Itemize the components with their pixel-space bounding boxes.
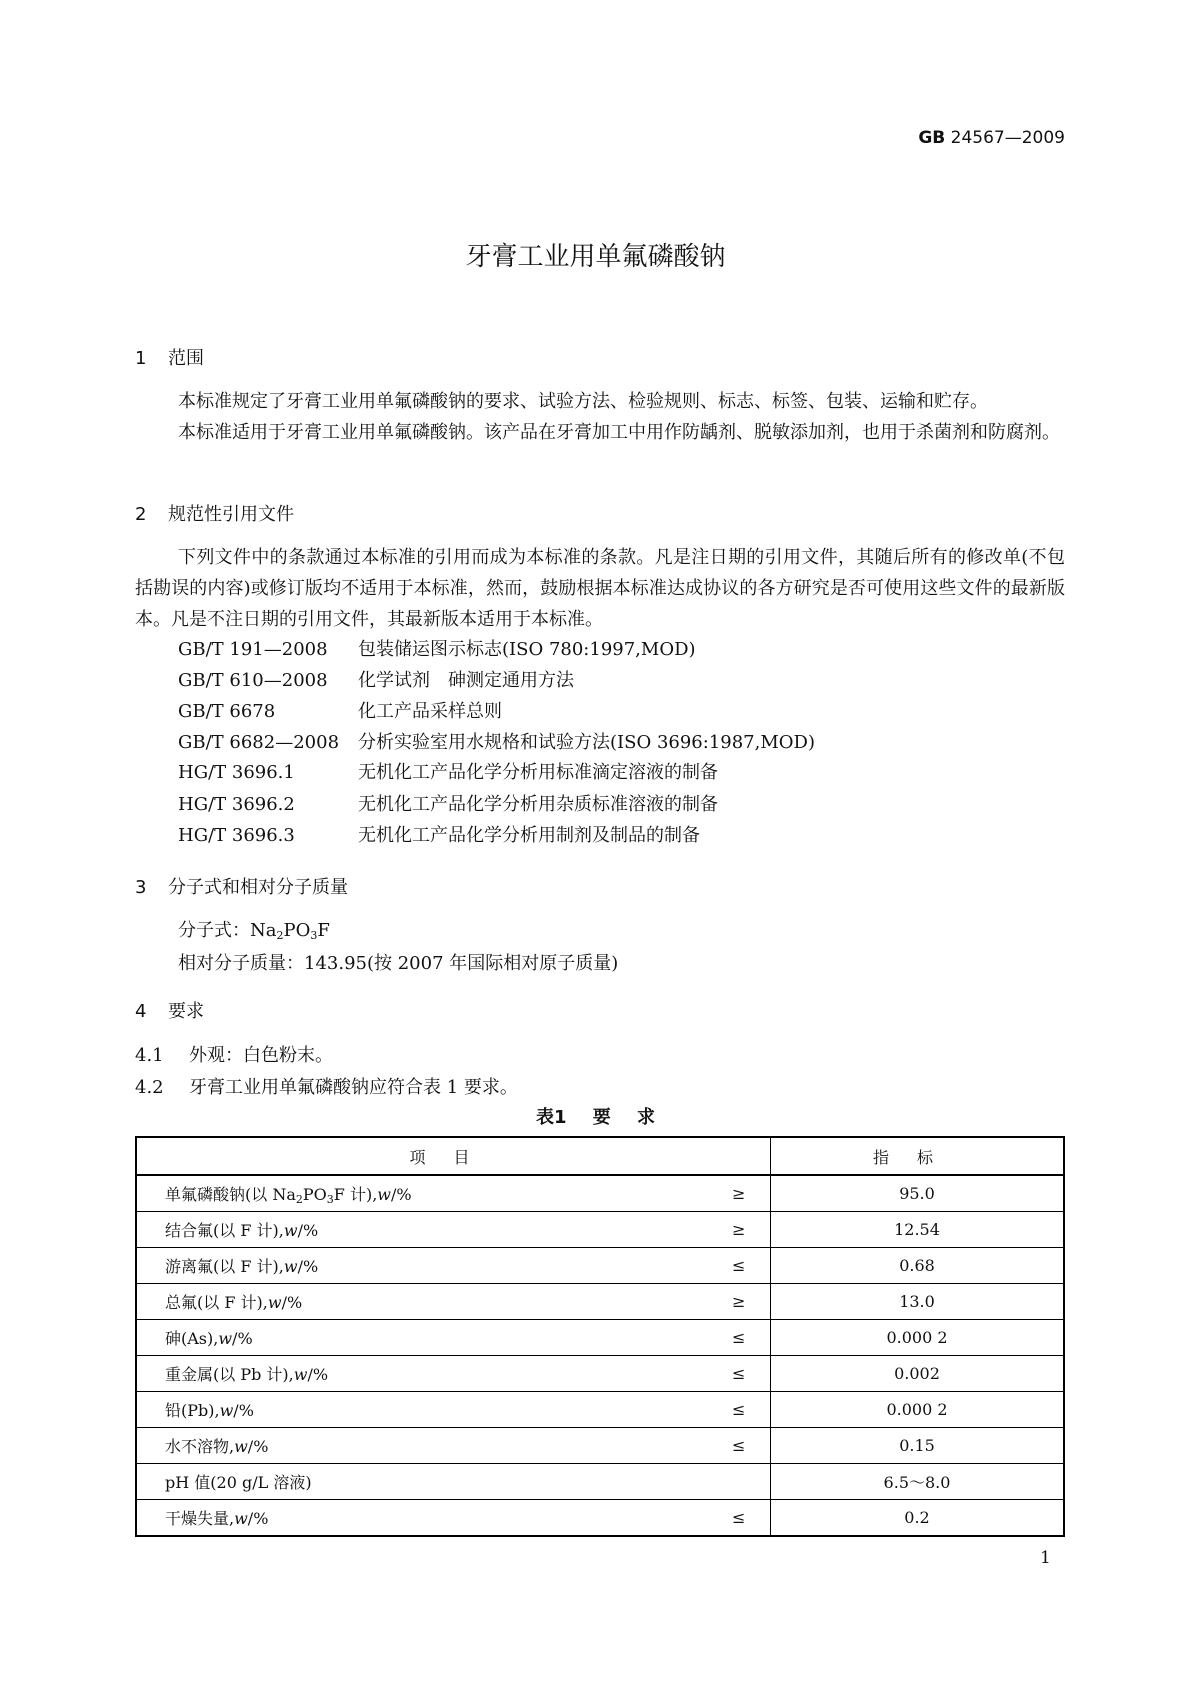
table-row xyxy=(136,1284,1064,1320)
page-number: 1 xyxy=(1040,1548,1051,1568)
section-number: 3 xyxy=(135,877,147,898)
unit: /% xyxy=(307,1365,329,1384)
section-title: 范围 xyxy=(168,348,204,369)
reference-title: 无机化工产品化学分析用制剂及制品的制备 xyxy=(358,825,700,846)
section-1-para-1: 本标准规定了牙膏工业用单氟磷酸钠的要求、试验方法、检验规则、标志、标签、包装、运输和贮存。 xyxy=(178,391,988,412)
mass-fraction-symbol: w xyxy=(218,1329,233,1348)
item-text: 结合氟(以 F 计), xyxy=(165,1221,284,1240)
item-text: 干燥失量, xyxy=(165,1509,235,1528)
reference-code: HG/T 3696.2 xyxy=(178,794,295,815)
item-cell xyxy=(136,1500,771,1537)
relation-symbol: ≤ xyxy=(732,1328,746,1347)
relation-symbol: ≤ xyxy=(732,1256,746,1275)
formula-part: Na xyxy=(250,920,277,941)
item-cell xyxy=(136,1464,771,1500)
unit: /% xyxy=(297,1221,319,1240)
relation-symbol: ≤ xyxy=(732,1508,746,1527)
header-item: 项目 xyxy=(136,1137,771,1175)
reference-item xyxy=(178,728,815,754)
section-2-para-1: 下列文件中的条款通过本标准的引用而成为本标准的条款。凡是注日期的引用文件，其随后所有的修改单(不包括勘误的内容)或修订版均不适用于本标准，然而，鼓励根据本标准达成协议的各方研究是否可使用这些文件的最新版本。凡是不注日期的引用文件，其最新版本适用于本标准。 xyxy=(135,547,1065,630)
value-cell: 95.0 xyxy=(771,1175,1065,1212)
item-text: 铅(Pb), xyxy=(165,1401,220,1420)
formula-sub: 3 xyxy=(310,929,318,942)
table-row xyxy=(136,1464,1064,1500)
item-cell xyxy=(136,1212,771,1248)
reference-code: HG/T 3696.3 xyxy=(178,825,295,846)
mass-fraction-symbol: w xyxy=(267,1293,282,1312)
mass-fraction-symbol: w xyxy=(234,1509,248,1528)
unit: /% xyxy=(391,1184,412,1204)
relation-symbol: ≥ xyxy=(732,1184,746,1203)
relation-symbol: ≥ xyxy=(732,1220,746,1239)
item-cell xyxy=(136,1248,771,1284)
table-row xyxy=(136,1248,1064,1284)
value-cell: 6.5～8.0 xyxy=(771,1464,1065,1500)
unit: /% xyxy=(247,1509,269,1528)
section-title: 分子式和相对分子质量 xyxy=(168,877,348,898)
item-cell xyxy=(136,1284,771,1320)
document-title: 牙膏工业用单氟磷酸钠 xyxy=(465,242,726,272)
reference-title: 分析实验室用水规格和试验方法(ISO 3696:1987,MOD) xyxy=(358,732,815,753)
reference-item xyxy=(178,635,696,661)
header-value: 指标 xyxy=(771,1137,1065,1175)
value-cell: 12.54 xyxy=(771,1212,1065,1248)
relation-symbol: ≤ xyxy=(732,1436,746,1455)
molecular-mass: 相对分子质量：143.95(按 2007 年国际相对原子质量) xyxy=(178,953,619,974)
item-text: 水不溶物, xyxy=(165,1437,235,1456)
clause-text: 外观：白色粉末。 xyxy=(189,1045,333,1066)
item-text: 游离氟(以 F 计), xyxy=(165,1257,284,1276)
reference-code: GB/T 191—2008 xyxy=(178,639,328,660)
value-cell: 0.002 xyxy=(771,1356,1065,1392)
sub: 3 xyxy=(326,1192,334,1206)
section-2-heading xyxy=(135,500,294,526)
item-cell xyxy=(136,1175,771,1212)
table-row xyxy=(136,1500,1064,1537)
clause-number: 4.2 xyxy=(135,1077,164,1098)
formula-sub: 2 xyxy=(276,929,284,942)
value-cell: 0.68 xyxy=(771,1248,1065,1284)
relation-symbol: ≥ xyxy=(732,1292,746,1311)
item-text: PO xyxy=(302,1184,327,1204)
section-4-heading xyxy=(135,997,204,1023)
value-cell: 0.000 2 xyxy=(771,1392,1065,1428)
table-row xyxy=(136,1392,1064,1428)
reference-title: 无机化工产品化学分析用标准滴定溶液的制备 xyxy=(358,762,718,783)
item-cell xyxy=(136,1428,771,1464)
reference-code: HG/T 3696.1 xyxy=(178,762,295,783)
section-title: 规范性引用文件 xyxy=(168,504,294,525)
unit: /% xyxy=(297,1257,319,1276)
mass-fraction-symbol: w xyxy=(234,1437,248,1456)
mass-fraction-symbol: w xyxy=(283,1257,298,1276)
mass-fraction-symbol: w xyxy=(219,1401,234,1420)
reference-code: GB/T 6678 xyxy=(178,701,276,722)
table-row xyxy=(136,1320,1064,1356)
item-cell xyxy=(136,1320,771,1356)
item-text: F 计), xyxy=(333,1184,378,1204)
table-caption: 表1 要 求 xyxy=(535,1107,656,1128)
reference-item xyxy=(178,758,718,784)
std-number: 24567—2009 xyxy=(950,128,1065,148)
reference-title: 化工产品采样总则 xyxy=(358,701,502,722)
mass-fraction-symbol: w xyxy=(377,1184,391,1204)
reference-title: 无机化工产品化学分析用杂质标准溶液的制备 xyxy=(358,794,718,815)
relation-symbol: ≤ xyxy=(732,1364,746,1383)
table-row xyxy=(136,1175,1064,1212)
item-cell xyxy=(136,1356,771,1392)
reference-title: 包装储运图示标志(ISO 780:1997,MOD) xyxy=(358,639,696,660)
value-cell: 0.15 xyxy=(771,1428,1065,1464)
reference-item xyxy=(178,790,718,816)
section-number: 2 xyxy=(135,504,147,525)
formula-label: 分子式： xyxy=(178,920,250,941)
reference-item xyxy=(178,697,502,723)
item-text: pH 值(20 g/L 溶液) xyxy=(165,1473,312,1492)
std-prefix: GB xyxy=(918,128,946,148)
section-1-para-2: 本标准适用于牙膏工业用单氟磷酸钠。该产品在牙膏加工中用作防龋剂、脱敏添加剂，也用于杀菌剂和防腐剂。 xyxy=(178,422,1060,443)
clause-text: 牙膏工业用单氟磷酸钠应符合表 1 要求。 xyxy=(189,1077,518,1098)
table-row xyxy=(136,1356,1064,1392)
value-cell: 0.2 xyxy=(771,1500,1065,1537)
item-text: 砷(As), xyxy=(165,1329,219,1348)
formula-part: PO xyxy=(283,920,311,941)
reference-code: GB/T 610—2008 xyxy=(178,670,328,691)
requirements-table xyxy=(135,1136,1065,1537)
reference-title: 化学试剂 砷测定通用方法 xyxy=(358,670,574,691)
mass-fraction-symbol: w xyxy=(283,1221,298,1240)
unit: /% xyxy=(281,1293,303,1312)
item-text: 重金属(以 Pb 计), xyxy=(165,1365,294,1384)
standard-number xyxy=(918,128,1065,148)
reference-item xyxy=(178,666,574,692)
table-header-row xyxy=(136,1137,1064,1175)
item-cell xyxy=(136,1392,771,1428)
unit: /% xyxy=(233,1401,254,1420)
value-cell: 13.0 xyxy=(771,1284,1065,1320)
item-text: 总氟(以 F 计), xyxy=(165,1293,268,1312)
clause-4-2 xyxy=(135,1073,518,1099)
clause-number: 4.1 xyxy=(135,1045,164,1066)
section-number: 1 xyxy=(135,348,147,369)
item-text: 单氟磷酸钠(以 Na xyxy=(165,1184,296,1204)
clause-4-1 xyxy=(135,1041,333,1067)
mass-fraction-symbol: w xyxy=(293,1365,308,1384)
section-title: 要求 xyxy=(168,1001,204,1022)
section-1-heading xyxy=(135,344,204,370)
sub: 2 xyxy=(295,1192,303,1206)
section-3-heading xyxy=(135,873,348,899)
unit: /% xyxy=(247,1437,269,1456)
reference-code: GB/T 6682—2008 xyxy=(178,732,340,753)
table-row xyxy=(136,1212,1064,1248)
section-number: 4 xyxy=(135,1001,147,1022)
unit: /% xyxy=(232,1329,253,1348)
formula-part: F xyxy=(317,920,330,941)
relation-symbol: ≤ xyxy=(732,1400,746,1419)
reference-item xyxy=(178,821,700,847)
value-cell: 0.000 2 xyxy=(771,1320,1065,1356)
molecular-formula xyxy=(178,916,330,942)
table-row xyxy=(136,1428,1064,1464)
